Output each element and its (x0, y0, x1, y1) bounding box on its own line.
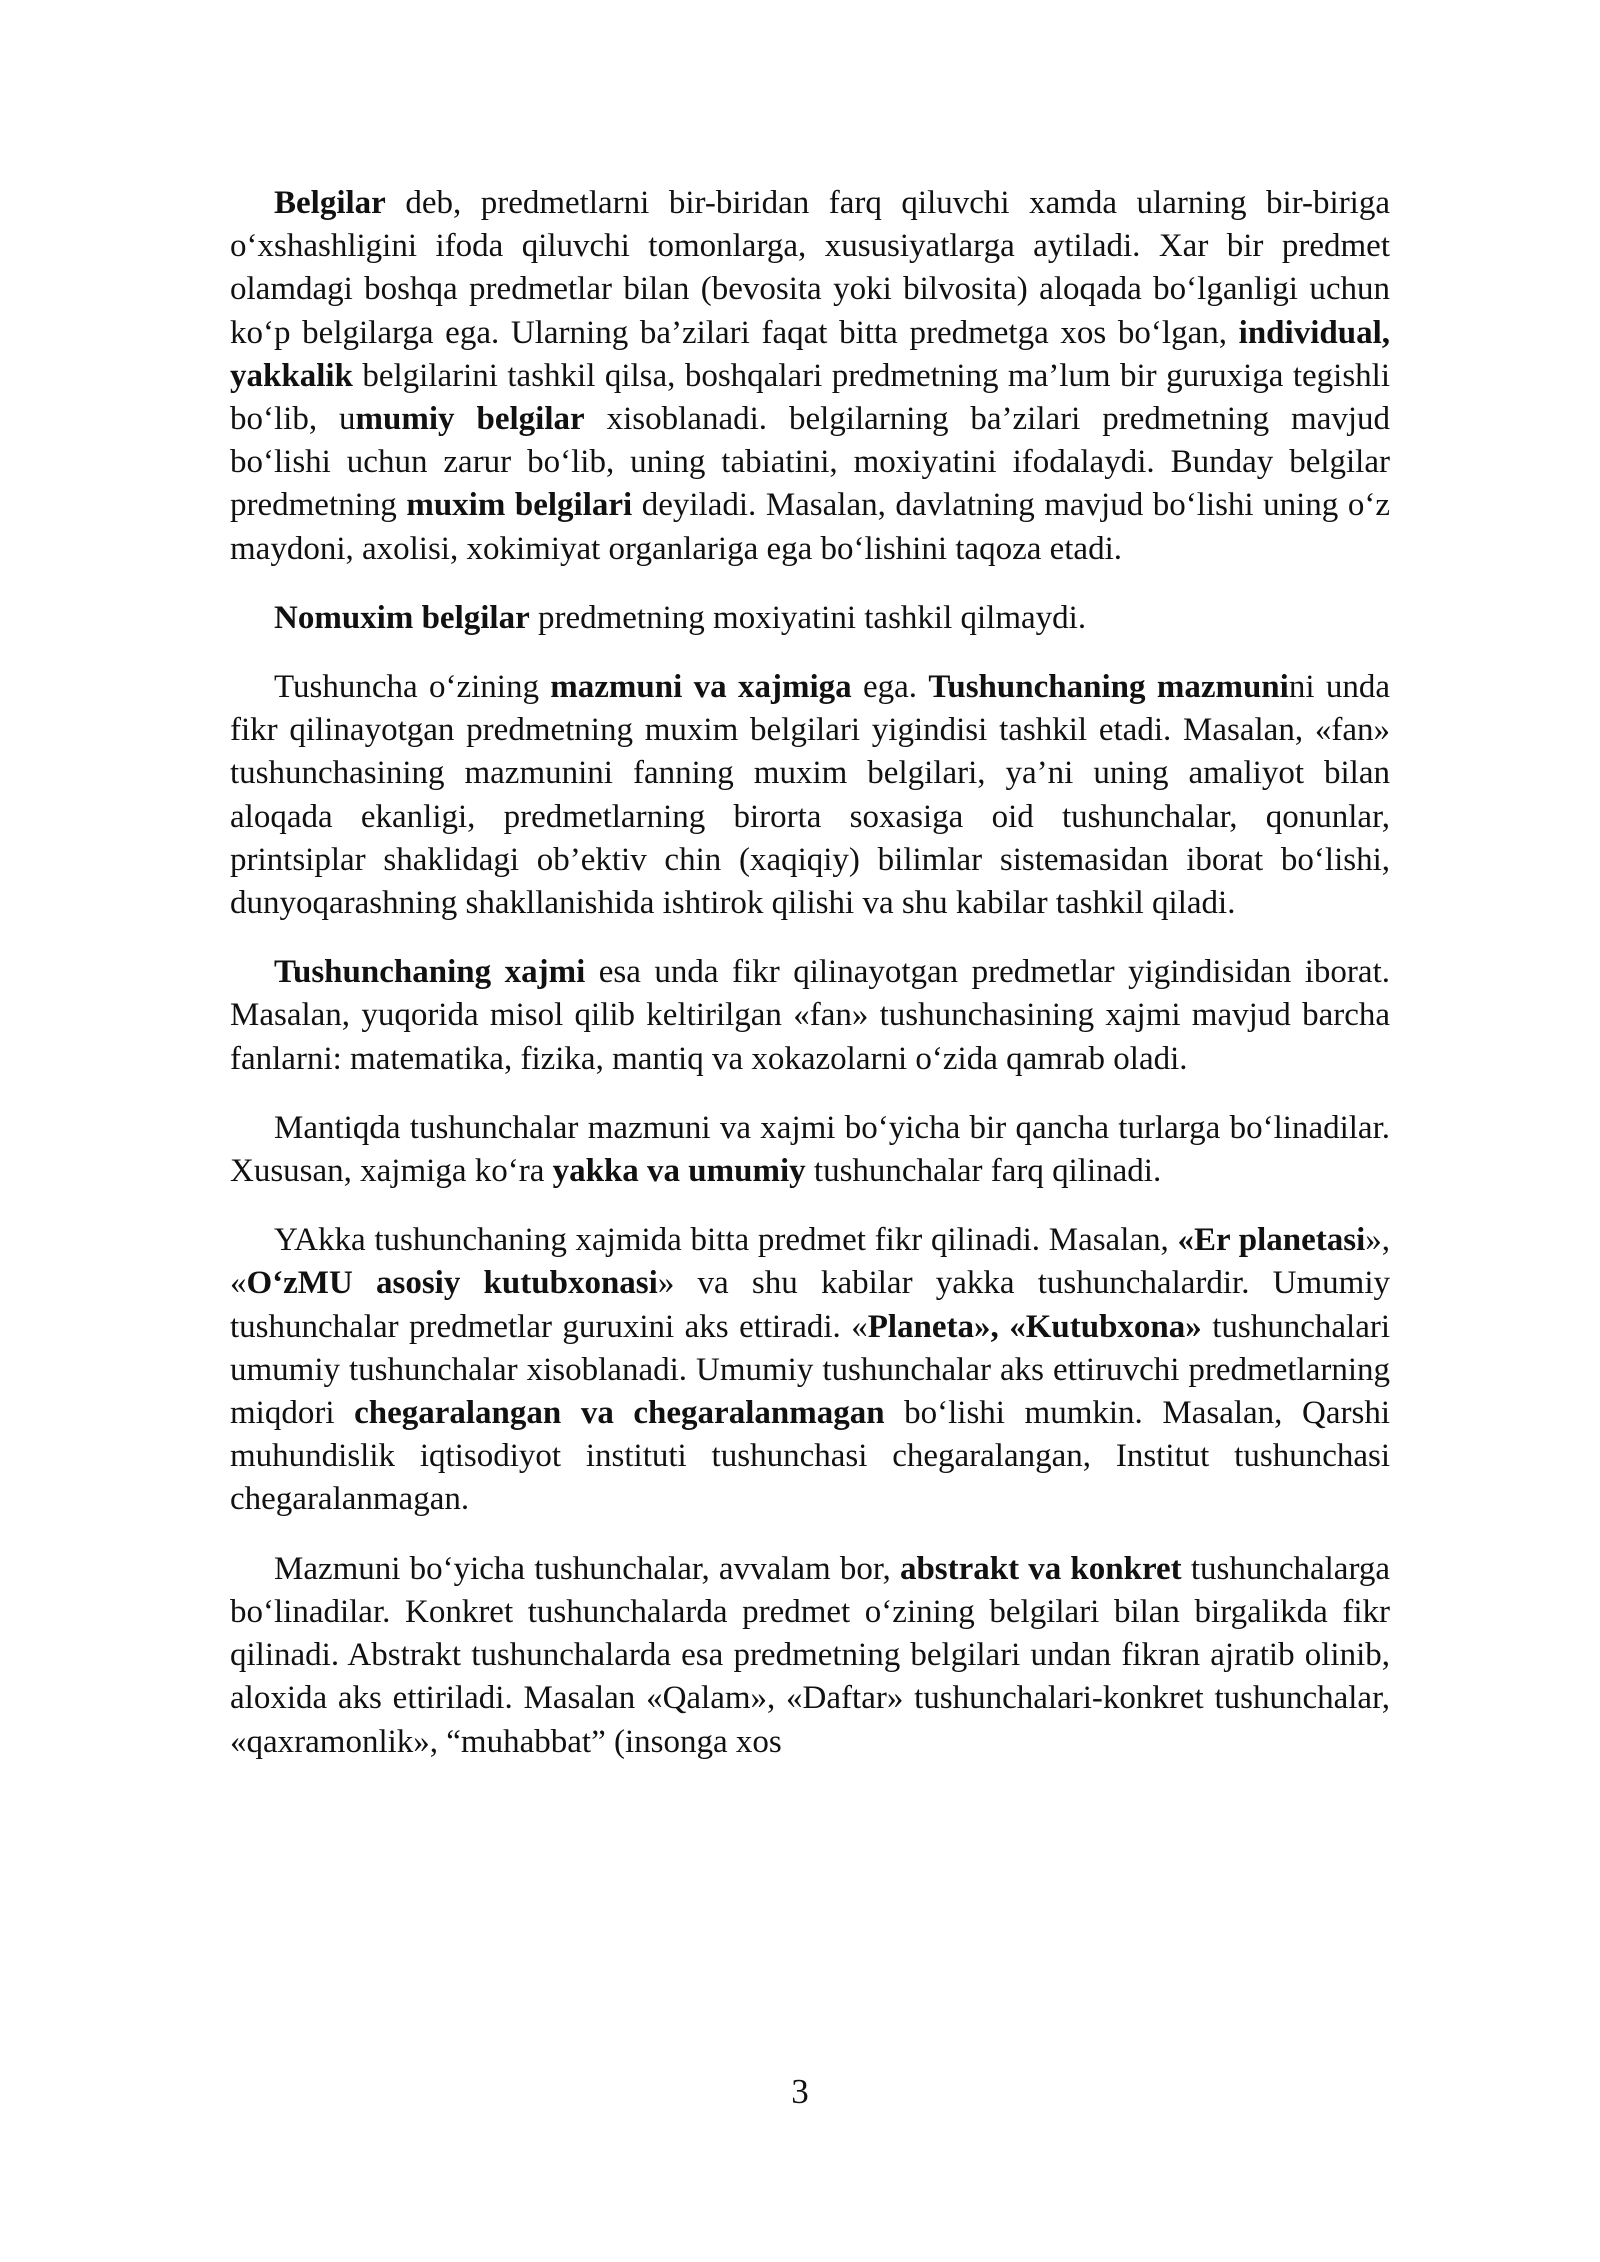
text-run: tushunchalari umumiy tushunchalar xisoblanadi. Umumiy tushunchalar aks ettiruvchi predmetlarning miqdori (230, 1308, 1391, 1432)
text-run: » va shu kabilar yakka tushunchalardir. Umumiy tushunchalar predmetlar guruxini aks ettiradi. « (230, 1265, 1391, 1345)
text-run: tushunchalar farq qilinadi. (805, 1153, 1162, 1190)
text-run: deb, predmetlarni bir-biridan farq qiluvchi xamda ularning bir-biriga o‘xshashligini ifoda qiluvchi tomonlarga, xususiyatlarga aytiladi. Xar bir predmet olamdagi boshqa predmetlar bilan (bevosita yoki bilvosita) aloqada bo‘lganligi uchun ko‘p belgilarga ega. Ularning ba’zilari faqat bitta predmetga xos bo‘lgan, (230, 185, 1390, 351)
bold-term: individual, yakkalik (230, 314, 1390, 394)
paragraph-tushuncha-turlari (230, 1107, 1390, 1193)
paragraph-yakka-umumiy (230, 1219, 1390, 1521)
body-text (230, 182, 1390, 1764)
text-run: YAkka tushunchaning xajmida bitta predmet fikr qilinadi. Masalan, (274, 1222, 1178, 1259)
bold-term: O‘zMU asosiy kutubxonasi (246, 1265, 658, 1302)
text-run: deyiladi. Masalan, davlatning mavjud bo‘lishi uning o‘z maydoni, axolisi, xokimiyat organlariga ega bo‘lishini taqoza etadi. (230, 487, 1390, 567)
text-run: ni unda fikr qilinayotgan predmetning muxim belgilari yigindisi tashkil etadi. Masalan, «fan» tushunchasining mazmunini fanning muxim belgilari, ya’ni uning amaliyot bilan aloqada ekanligi, predmetlarning birorta soxasiga oid tushunchalar, qonunlar, printsiplar shaklidagi ob’ektiv chin (xaqiqiy) bilimlar sistemasidan iborat bo‘lishi, dunyoqarashning shakllanishida ishtirok qilishi va shu kabilar tashkil qiladi. (230, 669, 1390, 922)
paragraph-belgilar (230, 182, 1390, 571)
bold-term: chegaralangan va chegaralanmagan (354, 1395, 885, 1432)
text-run: Tushuncha o‘zining (274, 669, 551, 706)
bold-term: Belgilar (274, 185, 386, 221)
text-run: esa unda fikr qilinayotgan predmetlar yigindisidan iborat. Masalan, yuqorida misol qilib keltirilgan «fan» tushunchasining xajmi mavjud barcha fanlarni: matematika, fizika, mantiq va xokazolarni o‘zida qamrab oladi. (230, 954, 1390, 1077)
bold-term: Nomuxim belgilar (274, 599, 530, 636)
bold-term: Tushunchaning xajmi (274, 954, 586, 991)
text-run: xisoblanadi. belgilarning ba’zilari predmetning mavjud bo‘lishi uchun zarur bo‘lib, uning tabiatini, moxiyatini ifodalaydi. Bunday belgilar predmetning (230, 401, 1391, 524)
paragraph-tushuncha-mazmuni (230, 666, 1390, 925)
bold-term: abstrakt va konkret (899, 1550, 1182, 1587)
page-number: 3 (791, 2072, 809, 2111)
text-run: tushunchalarga bo‘linadilar. Konkret tushunchalarda predmet o‘zining belgilari bilan birgalikda fikr qilinadi. Abstrakt tushunchalarda esa predmetning belgilari undan fikran ajratib olinib, aloxida aks ettiriladi. Masalan «Qalam», «Daftar» tushunchalari-konkret tushunchalar, «qaxramonlik», “muhabbat” (insonga xos (230, 1550, 1390, 1760)
text-run: », « (230, 1222, 1390, 1302)
text-run: predmetning moxiyatini tashkil qilmaydi. (529, 599, 1087, 636)
bold-term: «Er planetasi (1177, 1222, 1366, 1259)
bold-term: mumiy belgilar (355, 401, 585, 438)
text-run: belgilarini tashkil qilsa, boshqalari predmetning ma’lum bir guruxiga tegishli bo‘lib, u (230, 357, 1390, 438)
paragraph-tushuncha-xajmi (230, 951, 1390, 1081)
text-run: Mantiqda tushunchalar mazmuni va xajmi bo‘yicha bir qancha turlarga bo‘linadilar. Xususan, xajmiga ko‘ra (230, 1109, 1390, 1190)
bold-term: Planeta», «Kutubxona» (867, 1308, 1202, 1345)
text-run: bo‘lishi mumkin. Masalan, Qarshi muhundislik iqtisodiyot instituti tushunchasi chegaralangan, Institut tushunchasi chegaralanmagan. (230, 1395, 1390, 1518)
bold-term: Tushunchaning mazmuni (928, 669, 1289, 706)
text-run: ega. (851, 669, 929, 706)
paragraph-abstrakt-konkret (230, 1548, 1390, 1764)
text-run: Mazmuni bo‘yicha tushunchalar, avvalam bor, (274, 1550, 900, 1587)
bold-term: mazmuni va xajmiga (550, 669, 852, 706)
paragraph-nomuxim-belgilar (230, 597, 1390, 640)
bold-term: yakka va umumiy (552, 1153, 806, 1190)
bold-term: muxim belgilari (406, 487, 633, 524)
